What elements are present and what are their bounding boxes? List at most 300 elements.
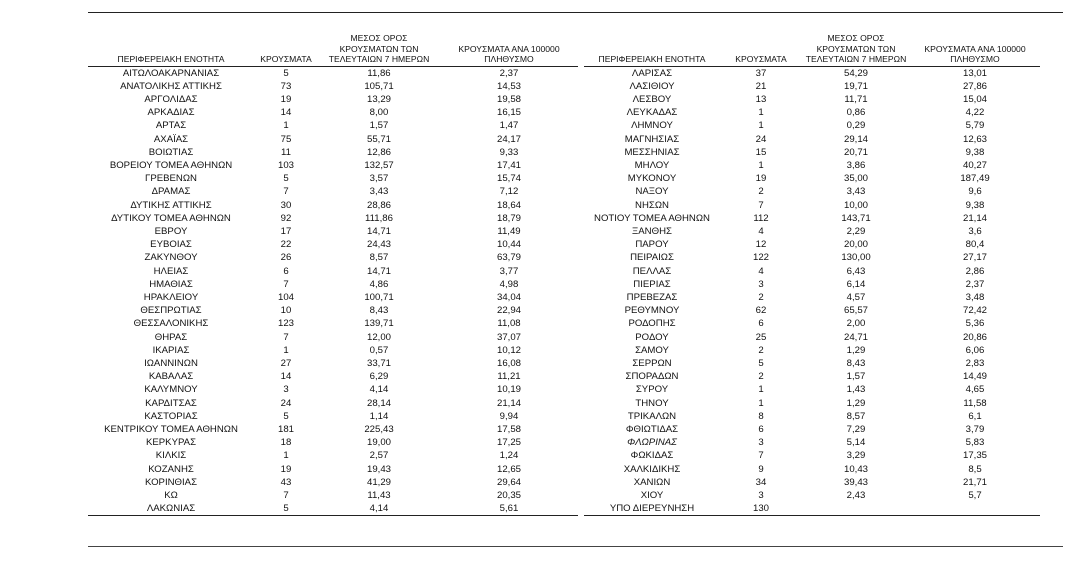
avg-7-days-cell: 10,00 xyxy=(843,199,868,211)
table-row xyxy=(584,172,1040,185)
region-cell: ΜΕΣΣΗΝΙΑΣ xyxy=(624,146,680,158)
avg-7-days-cell: 0,57 xyxy=(369,344,389,356)
avg-7-days-cell: 11,71 xyxy=(844,93,868,105)
per-100k-cell: 15,74 xyxy=(496,173,521,185)
avg-7-days-cell: 19,71 xyxy=(843,80,868,92)
avg-7-days-cell: 28,14 xyxy=(366,397,391,409)
cases-cell: 130 xyxy=(720,502,802,516)
avg-7-days-cell: 6,29 xyxy=(369,371,389,383)
cases-cell: 3 xyxy=(758,490,764,501)
avg-7-days-cell: 55,71 xyxy=(366,133,391,145)
header-cases: ΚΡΟΥΣΜΑΤΑ xyxy=(254,24,318,66)
per-100k-cell: 3,48 xyxy=(965,291,985,303)
per-100k-cell: 17,25 xyxy=(496,437,521,449)
region-cell: ΣΑΜΟΥ xyxy=(635,344,669,356)
per-100k-cell: 24,17 xyxy=(496,133,521,145)
table-row xyxy=(88,476,578,489)
per-100k-cell: 6,06 xyxy=(965,344,985,356)
table-row xyxy=(584,225,1040,238)
avg-7-days-cell: 3,29 xyxy=(846,450,866,462)
region-cell: ΕΒΡΟΥ xyxy=(154,225,188,237)
table-row xyxy=(88,119,578,132)
cases-cell: 18 xyxy=(280,437,292,449)
cases-cell: 19 xyxy=(280,93,292,105)
table-row xyxy=(88,199,578,212)
table-row xyxy=(88,172,578,185)
table-row xyxy=(584,436,1040,449)
avg-7-days-cell: 130,00 xyxy=(841,252,871,264)
region-cell: ΜΑΓΝΗΣΙΑΣ xyxy=(624,133,680,145)
cases-cell: 14 xyxy=(280,107,292,119)
table-row xyxy=(88,502,578,516)
region-cell: ΧΑΛΚΙΔΙΚΗΣ xyxy=(623,463,681,475)
table-row xyxy=(88,146,578,159)
per-100k-cell: 3,6 xyxy=(968,225,982,237)
region-cell: ΣΕΡΡΩΝ xyxy=(632,357,672,369)
table-row xyxy=(584,185,1040,198)
table-header-row xyxy=(584,24,1040,66)
cases-cell: 1 xyxy=(758,159,764,171)
per-100k-cell: 29,64 xyxy=(496,476,521,488)
region-cell: ΡΟΔΟΥ xyxy=(635,331,669,343)
cases-cell: 8 xyxy=(758,410,764,422)
avg-7-days-cell: 12,00 xyxy=(366,331,391,343)
region-cell: ΛΕΣΒΟΥ xyxy=(632,93,672,105)
per-100k-cell: 4,22 xyxy=(965,107,985,119)
avg-7-days-cell: 54,29 xyxy=(843,67,868,79)
avg-7-days-cell: 4,14 xyxy=(369,384,389,396)
table-row xyxy=(88,278,578,291)
cases-cell: 122 xyxy=(752,252,769,264)
cases-cell: 37 xyxy=(755,67,767,79)
per-100k-cell: 1,47 xyxy=(499,120,519,132)
cases-cell: 103 xyxy=(277,159,294,171)
region-cell: ΑΡΚΑΔΙΑΣ xyxy=(147,107,195,119)
region-cell: ΚΩ xyxy=(164,490,178,501)
table-row xyxy=(88,331,578,344)
cases-cell: 9 xyxy=(758,463,764,475)
region-cell: ΤΗΝΟΥ xyxy=(635,397,669,409)
avg-7-days-cell: 143,71 xyxy=(841,212,871,224)
region-cell: ΑΙΤΩΛΟΑΚΑΡΝΑΝΙΑΣ xyxy=(122,67,220,79)
cases-cell: 1 xyxy=(283,450,289,462)
cases-cell: 6 xyxy=(758,423,764,435)
avg-7-days-cell: 14,71 xyxy=(366,265,391,277)
table-row xyxy=(88,317,578,330)
avg-7-days-cell: 8,57 xyxy=(369,252,389,264)
table-row xyxy=(88,463,578,476)
per-100k-cell: 27,17 xyxy=(962,252,987,264)
region-cell: ΦΩΚΙΔΑΣ xyxy=(630,450,674,462)
table-row xyxy=(584,106,1040,119)
cases-cell: 3 xyxy=(283,384,289,396)
cases-cell: 27 xyxy=(280,357,292,369)
avg-7-days-cell: 8,57 xyxy=(846,410,866,422)
avg-7-days-cell: 29,14 xyxy=(843,133,868,145)
avg-7-days-cell: 13,29 xyxy=(366,93,391,105)
right-table-container xyxy=(584,24,1040,516)
region-cell: ΙΩΑΝΝΙΝΩΝ xyxy=(144,357,198,369)
per-100k-cell: 2,37 xyxy=(499,67,519,79)
avg-7-days-cell: 225,43 xyxy=(364,423,394,435)
region-cell: ΝΑΞΟΥ xyxy=(635,186,669,198)
per-100k-cell: 11,21 xyxy=(497,371,521,383)
avg-7-days-cell: 8,00 xyxy=(369,107,389,119)
per-100k-cell: 5,36 xyxy=(965,318,985,330)
cases-cell: 24 xyxy=(755,133,767,145)
avg-7-days-cell: 0,86 xyxy=(846,107,866,119)
table-row xyxy=(88,383,578,396)
region-cell: ΥΠΟ ΔΙΕΡΕΥΝΗΣΗ xyxy=(584,502,720,516)
cases-cell: 5 xyxy=(254,502,318,516)
table-row xyxy=(584,449,1040,462)
region-cell: ΚΑΡΔΙΤΣΑΣ xyxy=(145,397,197,409)
table-row xyxy=(584,383,1040,396)
avg-7-days-cell: 132,57 xyxy=(364,159,394,171)
table-row xyxy=(584,370,1040,383)
avg-7-days-cell: 35,00 xyxy=(843,173,868,185)
table-row xyxy=(584,212,1040,225)
region-cell: ΞΑΝΘΗΣ xyxy=(632,225,672,237)
cases-cell: 22 xyxy=(280,239,292,251)
table-row xyxy=(88,80,578,93)
header-region: ΠΕΡΙΦΕΡΕΙΑΚΗ ΕΝΟΤΗΤΑ xyxy=(584,24,720,66)
cases-cell: 34 xyxy=(755,476,767,488)
avg-7-days-cell: 14,71 xyxy=(366,225,391,237)
avg-7-days-cell: 1,14 xyxy=(369,410,389,422)
avg-7-days-cell: 1,57 xyxy=(846,371,866,383)
per-100k-cell: 27,86 xyxy=(962,80,987,92)
cases-cell: 4 xyxy=(758,265,764,277)
table-row xyxy=(88,133,578,146)
region-cell: ΗΜΑΘΙΑΣ xyxy=(149,278,193,290)
table-row xyxy=(584,199,1040,212)
per-100k-cell: 17,35 xyxy=(962,450,987,462)
avg-7-days-cell: 4,57 xyxy=(846,291,866,303)
region-cell: ΠΡΕΒΕΖΑΣ xyxy=(626,291,678,303)
per-100k-cell: 9,6 xyxy=(968,186,982,198)
cases-cell: 75 xyxy=(280,133,292,145)
avg-7-days-cell: 20,71 xyxy=(843,146,868,158)
cases-table-right xyxy=(584,24,1040,516)
per-100k-cell: 21,14 xyxy=(496,397,521,409)
cases-cell: 5 xyxy=(283,173,289,185)
avg-7-days-cell: 19,43 xyxy=(366,463,391,475)
cases-cell: 123 xyxy=(277,318,294,330)
cases-cell: 1 xyxy=(758,120,764,132)
region-cell: ΛΑΚΩΝΙΑΣ xyxy=(88,502,254,516)
per-100k-cell: 187,49 xyxy=(960,173,990,185)
avg-7-days-cell: 1,57 xyxy=(369,120,389,132)
per-100k-cell: 2,86 xyxy=(965,265,985,277)
region-cell: ΘΕΣΠΡΩΤΙΑΣ xyxy=(140,305,202,317)
avg-7-days-cell: 2,43 xyxy=(846,490,866,501)
per-100k-cell: 14,53 xyxy=(496,80,521,92)
avg-7-days-cell: 2,29 xyxy=(846,225,866,237)
table-row xyxy=(584,291,1040,304)
table-row xyxy=(88,93,578,106)
avg-7-days-cell: 24,71 xyxy=(843,331,868,343)
region-cell: ΚΑΒΑΛΑΣ xyxy=(148,371,194,383)
region-cell: ΛΕΥΚΑΔΑΣ xyxy=(626,107,678,119)
cases-cell: 15 xyxy=(755,146,767,158)
per-100k-cell: 18,79 xyxy=(496,212,521,224)
cases-cell: 11 xyxy=(281,146,291,158)
avg-7-days-cell: 3,57 xyxy=(369,173,389,185)
cases-cell: 7 xyxy=(758,199,764,211)
table-row xyxy=(584,119,1040,132)
header-avg-7-days: ΜΕΣΟΣ ΟΡΟΣ ΚΡΟΥΣΜΑΤΩΝ ΤΩΝ ΤΕΛΕΥΤΑΙΩΝ 7 ΗΜΕΡΩΝ xyxy=(802,24,910,66)
per-100k-cell: 19,58 xyxy=(496,93,521,105)
table-row xyxy=(584,66,1040,80)
per-100k-cell: 5,61 xyxy=(440,502,578,516)
per-100k-cell: 80,4 xyxy=(965,239,985,251)
per-100k-cell: 2,83 xyxy=(965,357,985,369)
region-cell: ΡΟΔΟΠΗΣ xyxy=(628,318,676,330)
table-row xyxy=(88,238,578,251)
per-100k-cell: 8,5 xyxy=(968,463,982,475)
region-cell: ΛΗΜΝΟΥ xyxy=(631,120,673,132)
per-100k-cell: 18,64 xyxy=(496,199,521,211)
table-row xyxy=(88,449,578,462)
cases-cell: 7 xyxy=(283,278,289,290)
avg-7-days-cell xyxy=(802,502,910,516)
avg-7-days-cell: 105,71 xyxy=(364,80,394,92)
per-100k-cell: 12,63 xyxy=(962,133,987,145)
table-row xyxy=(88,357,578,370)
table-row xyxy=(584,476,1040,489)
cases-cell: 25 xyxy=(755,331,767,343)
per-100k-cell: 2,37 xyxy=(965,278,985,290)
header-per-100k: ΚΡΟΥΣΜΑΤΑ ΑΝΑ 100000 ΠΛΗΘΥΣΜΟ xyxy=(440,24,578,66)
cases-cell: 73 xyxy=(280,80,292,92)
header-per-100k: ΚΡΟΥΣΜΑΤΑ ΑΝΑ 100000 ΠΛΗΘΥΣΜΟ xyxy=(910,24,1040,66)
per-100k-cell: 20,86 xyxy=(962,331,987,343)
region-cell: ΚΑΣΤΟΡΙΑΣ xyxy=(144,410,198,422)
avg-7-days-cell: 100,71 xyxy=(364,291,394,303)
table-row xyxy=(584,146,1040,159)
cases-cell: 24 xyxy=(280,397,292,409)
region-cell: ΑΧΑΪΑΣ xyxy=(153,133,189,145)
table-row xyxy=(88,397,578,410)
table-row xyxy=(584,502,1040,516)
cases-cell: 7 xyxy=(283,186,289,198)
header-avg-7-days: ΜΕΣΟΣ ΟΡΟΣ ΚΡΟΥΣΜΑΤΩΝ ΤΩΝ ΤΕΛΕΥΤΑΙΩΝ 7 ΗΜΕΡΩΝ xyxy=(318,24,440,66)
avg-7-days-cell: 7,29 xyxy=(846,423,866,435)
per-100k-cell: 34,04 xyxy=(496,291,521,303)
table-row xyxy=(88,304,578,317)
per-100k-cell: 9,38 xyxy=(965,199,985,211)
region-cell: ΙΚΑΡΙΑΣ xyxy=(152,344,190,356)
header-region: ΠΕΡΙΦΕΡΕΙΑΚΗ ΕΝΟΤΗΤΑ xyxy=(88,24,254,66)
avg-7-days-cell: 4,86 xyxy=(369,278,389,290)
region-cell: ΓΡΕΒΕΝΩΝ xyxy=(145,173,197,185)
cases-cell: 6 xyxy=(758,318,764,330)
per-100k-cell: 11,49 xyxy=(497,225,521,237)
avg-7-days-cell: 19,00 xyxy=(366,437,391,449)
region-cell: ΠΑΡΟΥ xyxy=(635,239,669,251)
region-cell: ΑΡΤΑΣ xyxy=(155,120,187,132)
cases-cell: 30 xyxy=(280,199,292,211)
cases-cell: 1 xyxy=(283,344,289,356)
table-row xyxy=(584,93,1040,106)
table-row xyxy=(88,185,578,198)
table-row xyxy=(584,489,1040,502)
region-cell: ΦΘΙΩΤΙΔΑΣ xyxy=(625,423,679,435)
per-100k-cell: 12,65 xyxy=(496,463,521,475)
avg-7-days-cell: 4,14 xyxy=(318,502,440,516)
region-cell: ΜΥΚΟΝΟΥ xyxy=(627,173,677,185)
table-row xyxy=(584,238,1040,251)
region-cell: ΒΟΙΩΤΙΑΣ xyxy=(148,146,194,158)
avg-7-days-cell: 2,00 xyxy=(846,318,866,330)
region-cell: ΤΡΙΚΑΛΩΝ xyxy=(627,410,677,422)
per-100k-cell: 15,04 xyxy=(962,93,987,105)
per-100k-cell: 7,12 xyxy=(499,186,519,198)
region-cell: ΔΡΑΜΑΣ xyxy=(151,186,191,198)
per-100k-cell: 17,58 xyxy=(496,423,521,435)
table-row xyxy=(584,278,1040,291)
table-row xyxy=(584,331,1040,344)
cases-cell: 112 xyxy=(753,212,769,224)
avg-7-days-cell: 39,43 xyxy=(843,476,868,488)
region-cell: ΛΑΣΙΘΙΟΥ xyxy=(629,80,675,92)
cases-cell: 3 xyxy=(758,437,764,449)
cases-cell: 21 xyxy=(755,80,767,92)
per-100k-cell: 9,33 xyxy=(499,146,519,158)
cases-cell: 7 xyxy=(758,450,764,462)
cases-cell: 3 xyxy=(758,278,764,290)
table-row xyxy=(584,80,1040,93)
avg-7-days-cell: 33,71 xyxy=(366,357,391,369)
avg-7-days-cell: 20,00 xyxy=(843,239,868,251)
region-cell: ΗΡΑΚΛΕΙΟΥ xyxy=(143,291,199,303)
region-cell: ΔΥΤΙΚΗΣ ΑΤΤΙΚΗΣ xyxy=(130,199,212,211)
cases-cell: 4 xyxy=(758,225,764,237)
cases-cell: 26 xyxy=(280,252,292,264)
table-row xyxy=(88,212,578,225)
region-cell: ΡΕΘΥΜΝΟΥ xyxy=(624,305,680,317)
avg-7-days-cell: 12,86 xyxy=(366,146,391,158)
per-100k-cell: 16,15 xyxy=(496,107,521,119)
region-cell: ΘΗΡΑΣ xyxy=(154,331,188,343)
per-100k-cell: 10,44 xyxy=(496,239,521,251)
region-cell: ΑΝΑΤΟΛΙΚΗΣ ΑΤΤΙΚΗΣ xyxy=(120,80,222,92)
cases-cell: 17 xyxy=(280,225,292,237)
avg-7-days-cell: 65,57 xyxy=(843,305,868,317)
table-row xyxy=(584,159,1040,172)
region-cell: ΔΥΤΙΚΟΥ ΤΟΜΕΑ ΑΘΗΝΩΝ xyxy=(111,212,231,224)
region-cell: ΠΕΙΡΑΙΩΣ xyxy=(630,252,674,264)
avg-7-days-cell: 1,29 xyxy=(846,344,866,356)
avg-7-days-cell: 8,43 xyxy=(846,357,866,369)
top-rule xyxy=(88,12,1063,13)
cases-table-left xyxy=(88,24,578,516)
table-row xyxy=(88,106,578,119)
per-100k-cell: 4,98 xyxy=(499,278,519,290)
per-100k-cell: 4,65 xyxy=(965,384,985,396)
cases-cell: 62 xyxy=(755,305,767,317)
per-100k-cell: 14,49 xyxy=(962,371,987,383)
per-100k-cell: 5,83 xyxy=(965,437,985,449)
per-100k-cell: 10,19 xyxy=(496,384,521,396)
table-row xyxy=(88,423,578,436)
region-cell: ΚΑΛΥΜΝΟΥ xyxy=(144,384,198,396)
avg-7-days-cell: 11,43 xyxy=(367,490,391,501)
table-body-right xyxy=(584,66,1040,516)
avg-7-days-cell: 2,57 xyxy=(369,450,389,462)
table-row xyxy=(584,463,1040,476)
per-100k-cell: 3,79 xyxy=(965,423,985,435)
table-row xyxy=(584,344,1040,357)
cases-cell: 13 xyxy=(755,93,767,105)
cases-cell: 19 xyxy=(280,463,292,475)
cases-cell: 7 xyxy=(283,490,289,501)
per-100k-cell: 3,77 xyxy=(499,265,519,277)
cases-cell: 10 xyxy=(280,305,292,317)
avg-7-days-cell: 8,43 xyxy=(369,305,389,317)
table-row xyxy=(88,225,578,238)
cases-cell: 2 xyxy=(758,371,764,383)
region-cell: ΚΕΝΤΡΙΚΟΥ ΤΟΜΕΑ ΑΘΗΝΩΝ xyxy=(104,423,238,435)
per-100k-cell: 9,38 xyxy=(965,146,985,158)
per-100k-cell: 37,07 xyxy=(496,331,521,343)
avg-7-days-cell: 6,43 xyxy=(846,265,866,277)
bottom-rule xyxy=(88,546,1063,547)
avg-7-days-cell: 1,29 xyxy=(846,397,866,409)
region-cell: ΠΙΕΡΙΑΣ xyxy=(633,278,671,290)
table-row xyxy=(584,133,1040,146)
header-cases: ΚΡΟΥΣΜΑΤΑ xyxy=(720,24,802,66)
cases-cell: 2 xyxy=(758,186,764,198)
per-100k-cell: 10,12 xyxy=(496,344,521,356)
table-row xyxy=(584,410,1040,423)
region-cell: ΝΗΣΩΝ xyxy=(635,199,669,211)
region-cell: ΣΠΟΡΑΔΩΝ xyxy=(625,371,679,383)
table-row xyxy=(584,423,1040,436)
region-cell: ΠΕΛΛΑΣ xyxy=(632,265,672,277)
cases-cell: 1 xyxy=(758,107,764,119)
region-cell: ΚΕΡΚΥΡΑΣ xyxy=(145,437,196,449)
region-cell: ΖΑΚΥΝΘΟΥ xyxy=(144,252,198,264)
table-row xyxy=(88,265,578,278)
region-cell: ΑΡΓΟΛΙΔΑΣ xyxy=(144,93,198,105)
per-100k-cell: 63,79 xyxy=(496,252,521,264)
per-100k-cell: 22,94 xyxy=(496,305,521,317)
cases-cell: 1 xyxy=(758,384,764,396)
per-100k-cell: 13,01 xyxy=(962,67,987,79)
avg-7-days-cell: 10,43 xyxy=(843,463,868,475)
cases-cell: 104 xyxy=(277,291,294,303)
per-100k-cell: 17,41 xyxy=(496,159,521,171)
cases-cell: 2 xyxy=(758,291,764,303)
avg-7-days-cell: 3,43 xyxy=(846,186,866,198)
avg-7-days-cell: 139,71 xyxy=(364,318,394,330)
avg-7-days-cell: 41,29 xyxy=(366,476,391,488)
table-row xyxy=(88,291,578,304)
cases-cell: 12 xyxy=(755,239,767,251)
per-100k-cell: 9,94 xyxy=(499,410,519,422)
table-row xyxy=(88,370,578,383)
per-100k-cell: 72,42 xyxy=(962,305,987,317)
per-100k-cell: 5,79 xyxy=(965,120,985,132)
region-cell: ΛΑΡΙΣΑΣ xyxy=(631,67,673,79)
cases-cell: 6 xyxy=(283,265,289,277)
cases-cell: 5 xyxy=(758,357,764,369)
avg-7-days-cell: 6,14 xyxy=(846,278,866,290)
avg-7-days-cell: 3,86 xyxy=(846,159,866,171)
region-cell: ΧΙΟΥ xyxy=(640,490,664,501)
